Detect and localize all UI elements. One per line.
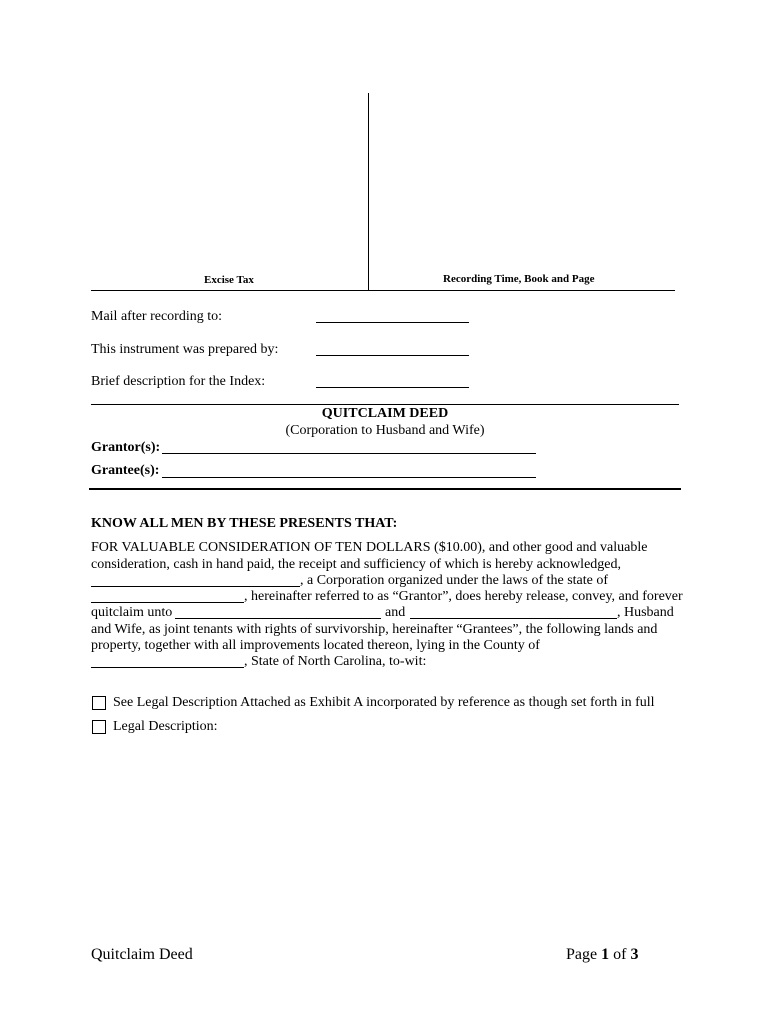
grantor-field[interactable] [162,453,536,454]
grantee-field[interactable] [162,477,536,478]
body-line-5-end: , Husband [617,605,674,620]
index-description-field[interactable] [316,387,469,388]
page-number: 1 [601,946,610,963]
footer-page-indicator [566,946,638,964]
footer-doc-name: Quitclaim Deed [91,946,193,963]
grantee-label: Grantee(s): [91,463,160,478]
body-line-2: consideration, cash in hand paid, the receipt and sufficiency of which is hereby acknowledged, [91,557,622,572]
grantee-two-field[interactable] [410,618,617,619]
legal-description-checkbox[interactable] [92,720,106,734]
of-word: of [613,946,627,963]
body-line-8: , State of North Carolina, to-wit: [244,654,427,669]
body-line-3: , a Corporation organized under the laws of the state of [300,573,609,588]
body-heading: KNOW ALL MEN BY THESE PRESENTS THAT: [91,516,398,531]
exhibit-a-label: See Legal Description Attached as Exhibit A incorporated by reference as though set forth in full [113,695,655,710]
page-word: Page [566,946,598,963]
body-line-1: FOR VALUABLE CONSIDERATION OF TEN DOLLARS ($10.00), and other good and valuable [91,540,648,555]
grantor-label: Grantor(s): [91,440,161,455]
mail-after-recording-field[interactable] [316,322,469,323]
excise-tax-caption: Excise Tax [204,274,254,286]
grantee-one-field[interactable] [175,618,381,619]
prepared-by-field[interactable] [316,355,469,356]
deed-subtitle: (Corporation to Husband and Wife) [285,423,485,438]
section-rule-bottom [89,488,681,490]
county-field[interactable] [91,667,244,668]
body-line-5-mid: and [385,605,406,620]
state-field[interactable] [91,602,244,603]
legal-description-label: Legal Description: [113,719,218,734]
deed-title: QUITCLAIM DEED [321,406,449,421]
corporation-name-field[interactable] [91,586,300,587]
prepared-by-label: This instrument was prepared by: [91,342,279,357]
vertical-divider [368,93,369,290]
page-total: 3 [630,946,639,963]
body-line-6: and Wife, as joint tenants with rights of survivorship, hereinafter “Grantees”, the following lands and [91,622,658,637]
body-line-4: , hereinafter referred to as “Grantor”, does hereby release, convey, and forever [244,589,683,604]
body-line-5-start: quitclaim unto [91,605,173,620]
exhibit-a-checkbox[interactable] [92,696,106,710]
index-description-label: Brief description for the Index: [91,374,266,389]
section-rule-top [91,404,679,405]
body-line-7: property, together with all improvements located thereon, lying in the County of [91,638,540,653]
header-rule [91,290,675,291]
mail-after-recording-label: Mail after recording to: [91,309,223,324]
recording-caption: Recording Time, Book and Page [443,273,595,285]
